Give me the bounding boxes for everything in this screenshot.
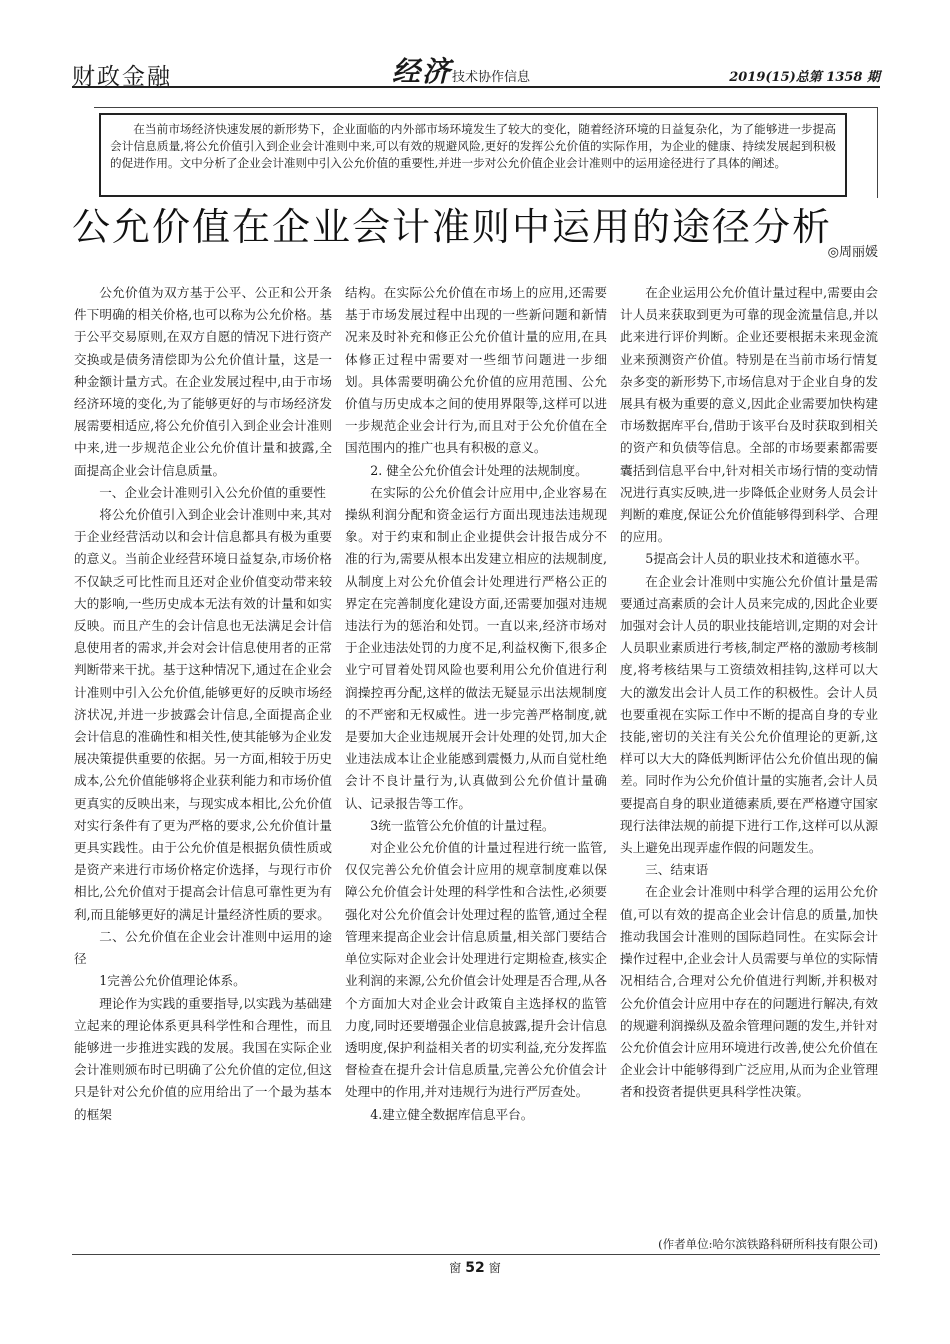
column-2 xyxy=(345,282,607,1126)
issue-number: 2019(15)总第 1358 期 xyxy=(729,70,880,85)
paragraph: 对企业公允价值的计量过程进行统一监管,仅仅完善公允价值会计应用的规章制度难以保障公允价值会计处理的科学性和合法性,必须要强化对公允价值会计处理过程的监管,通过全程管理来提高企业会计信息质量,相关部门要结合单位实际对企业会计处理进行定期检查,核实企业利润的来源,公允价值会计处理是否合理,从各个方面加大对企业会计政策自主选择权的监管力度,同时还要增强企业信息披露,提升会计信息透明度,保护利益相关者的切实利益,充分发挥监督检查在提升会计信息质量,完善公允价值会计处理中的作用,并对违规行为进行严厉查处。 xyxy=(345,840,607,1100)
paragraph: 结构。在实际公允价值在市场上的应用,还需要基于市场发展过程中出现的一些新问题和新情况来及时补充和修正公允价值计量的应用,在具体修正过程中需要对一些细节问题进一步细划。具体需要明确公允价值的应用范围、公允价值与历史成本之间的使用界限等,这样可以进一步规范企业会计行为,而且对于公允价值在全国范围内的推广也具有积极的意义。 xyxy=(345,285,607,456)
paragraph: 在企业会计准则中实施公允价值计量是需要通过高素质的会计人员来完成的,因此企业要加强对会计人员的职业技能培训,定期的对会计人员职业素质进行考核,制定严格的激励考核制度,将考核结果与工资绩效相挂钩,这样可以大大的激发出会计人员工作的积极性。会计人员也要重视在实际工作中不断的提高自身的专业技能,密切的关注有关公允价值理论的更新,这样可以大大的降低判断评估公允价值出现的偏差。同时作为公允价值计量的实施者,会计人员要提高自身的职业道德素质,要在严格遵守国家现行法律法规的前提下进行工作,这样可以从源头上避免出现弄虚作假的问题发生。 xyxy=(620,573,878,856)
section-heading: 一、企业会计准则引入公允价值的重要性 xyxy=(99,484,326,500)
section-label: 财政金融 xyxy=(72,64,172,90)
article-title: 公允价值在企业会计准则中运用的途径分析 xyxy=(72,205,833,249)
subsection-heading: 4.建立健全数据库信息平台。 xyxy=(370,1106,534,1122)
paragraph: 在企业会计准则中科学合理的运用公允价值,可以有效的提高企业会计信息的质量,加快推动我国会计准则的国际趋同性。在实际会计操作过程中,企业会计人员需要与单位的实际情况相结合,合理对公允价值进行判断,并积极对公允价值会计应用中存在的问题进行解决,有效的规避利润操纵及盈余管理问题的发生,并针对公允价值会计应用环境进行改善,使公允价值在企业会计中能够得到广泛应用,从而为企业管理者和投资者提供更具科学性决策。 xyxy=(620,884,878,1100)
paragraph: 公允价值为双方基于公平、公正和公开条件下明确的相关价格,也可以称为公允价格。基于公平交易原则,在双方自愿的情况下进行资产交换或是债务清偿即为公允价值计量，这是一种金额计量方式。在企业发展过程中,由于市场经济环境的变化,为了能够更好的与市场经济发展需要相适应,将公允价值引入到企业会计准则中来,进一步规范企业公允价值计量和披露,全面提高企业会计信息质量。 xyxy=(74,285,332,478)
section-heading: 二、公允价值在企业会计准则中运用的途径 xyxy=(74,928,332,967)
subsection-heading: 1完善公允价值理论体系。 xyxy=(99,973,246,989)
footer-divider xyxy=(72,1254,880,1255)
author: ◎周丽媛 xyxy=(827,245,878,260)
page-number xyxy=(0,1259,950,1276)
paragraph: 理论作为实践的重要指导,以实践为基础建立起来的理论体系更具科学性和合理性，而且能够进一步推进实践的发展。我国在实际企业会计准则颁布时已明确了公允价值的定位,但这只是针对公允价值的应用给出了一个最为基本的框架 xyxy=(74,995,332,1122)
paragraph: 在企业运用公允价值计量过程中,需要由会计人员来获取到更为可靠的现金流量信息,并以此来进行评价判断。企业还要根据未来现金流业来预测资产价值。特别是在当前市场行情复杂多变的新形势下,市场信息对于企业自身的发展具有极为重要的意义,因此企业需要加快构建市场数据库平台,借助于该平台及时获取到相关的资产和负债等信息。全部的市场要素都需要囊括到信息平台中,针对相关市场行情的变动情况进行真实反映,进一步降低企业财务人员会计判断的难度,保证公允价值能够得到科学、合理的应用。 xyxy=(620,285,878,545)
page-ornament-right: 窗 xyxy=(488,1261,501,1275)
journal-subtitle: 技术协作信息 xyxy=(452,70,531,85)
header-divider xyxy=(72,86,880,88)
page-ornament-left: 窗 xyxy=(449,1261,462,1275)
column-3 xyxy=(620,282,878,1104)
journal-logo: 经济 xyxy=(392,55,453,88)
paragraph: 将公允价值引入到企业会计准则中来,其对于企业经营活动以和会计信息都具有极为重要的意义。当前企业经营环境日益复杂,市场价格不仅缺乏可比性而且还对企业价值变动带来较大的影响,一些历史成本无法有效的计量和如实反映。而且产生的会计信息也无法满足会计信息使用者的需求,并会对会计信息使用者的正常判断带来干扰。基于这种情况下,通过在企业会计准则中引入公允价值,能够更好的反映市场经济状况,并进一步披露会计信息,全面提高企业会计信息的准确性和相关性,使其能够为企业发展决策提供重要的依据。另一方面,相较于历史成本,公允价值能够将企业获利能力和市场价值更真实的反映出来，与现实成本相比,公允价值对实行条件有了更为严格的要求,公允价值计量更具实践性。由于公允价值是根据负债性质或是资产来进行市场价格定价选择，与现行市价相比,公允价值对于提高会计信息可靠性更为有利,而且能够更好的满足计量经济性质的要求。 xyxy=(74,507,332,922)
subsection-heading: 5提高会计人员的职业技术和道德水平。 xyxy=(645,551,868,567)
page-number-value: 52 xyxy=(465,1260,485,1276)
author-affiliation: (作者单位:哈尔滨铁路科研所科技有限公司) xyxy=(658,1237,878,1251)
column-1 xyxy=(74,282,332,1126)
subsection-heading: 3统一监管公允价值的计量过程。 xyxy=(370,817,555,833)
section-heading: 三、结束语 xyxy=(645,862,709,878)
subsection-heading: 2. 健全公允价值会计处理的法规制度。 xyxy=(370,462,588,478)
abstract: 在当前市场经济快速发展的新形势下，企业面临的内外部市场环境发生了较大的变化，随着经济环境的日益复杂化，为了能够进一步提高会计信息质量,将公允价值引入到企业会计准则中来,可以有效的规避风险,更好的发挥公允价值的实际作用，为企业的健康、持续发展起到积极的促进作用。文中分析了企业会计准则中引入公允价值的重要性,并进一步对公允价值企业会计准则中的运用途径进行了具体的阐述。 xyxy=(99,113,847,197)
paragraph: 在实际的公允价值会计应用中,企业容易在操纵利润分配和资金运行方面出现违法违规现象。对于约束和制止企业提供会计报告成分不准的行为,需要从根本出发建立相应的法规制度,从制度上对公允价值会计处理进行严格公正的界定在完善制度化建设方面,还需要加强对违规违法行为的惩治和处罚。一直以来,经济市场对于企业违法处罚的力度不足,利益权衡下,很多企业宁可冒着处罚风险也要利用公允价值进行利润操控再分配,这样的做法无疑显示出法规制度的不严密和无权威性。进一步完善严格制度,就是要加大企业违规展开会计处理的处罚,加大企业违法成本让企业能感到震慑力,从而自觉杜绝会计不良计量行为,认真做到公允价值计量确认、记录报告等工作。 xyxy=(345,484,607,811)
